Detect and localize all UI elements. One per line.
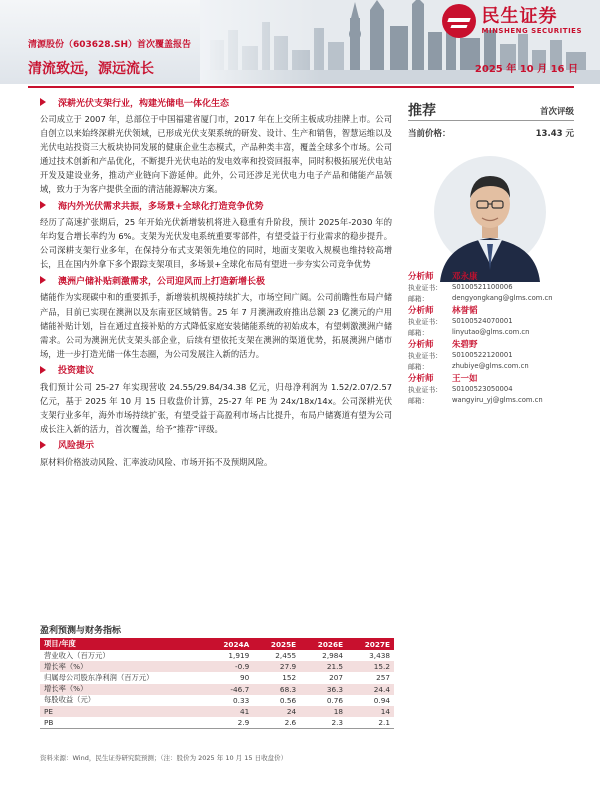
cert-number: S0100524070001	[452, 316, 513, 325]
report-header	[0, 0, 600, 84]
table-cell: 68.3	[253, 684, 300, 695]
table-cell: 15.2	[347, 661, 394, 672]
analyst-name-row	[408, 270, 574, 281]
analyst-role: 分析师	[408, 305, 434, 316]
analyst-role: 分析师	[408, 373, 434, 384]
section-heading	[40, 363, 392, 377]
table-header-row	[40, 638, 394, 650]
rating-label: 推荐	[408, 103, 436, 119]
arrow-bullet-icon	[40, 276, 46, 284]
table-cell: PB	[40, 717, 205, 729]
cert-label: 执业证书：	[408, 385, 442, 394]
rating-panel	[408, 96, 574, 145]
section-heading	[40, 438, 392, 452]
minsheng-logo	[442, 4, 583, 38]
table-cell: 增长率（%）	[40, 661, 205, 672]
price-label: 当前价格：	[408, 129, 451, 139]
table-cell: 2.6	[253, 717, 300, 729]
table-cell: 90	[239, 673, 250, 683]
section-heading-text: 风险提示	[58, 441, 95, 452]
table-cell: 2,455	[275, 651, 297, 661]
table-cell: 0.56	[279, 695, 297, 705]
table-cell: 归属母公司股东净利润（百万元）	[44, 672, 154, 682]
column-header: 项目/年度	[40, 638, 205, 650]
table-cell: 14	[347, 706, 394, 717]
section-heading	[40, 198, 392, 212]
table-cell: 27.9	[253, 661, 300, 672]
cert-label: 执业证书：	[408, 351, 442, 360]
table-cell: 207	[329, 673, 344, 683]
cert-label: 执业证书：	[408, 283, 442, 292]
email-label: 邮箱：	[408, 294, 429, 303]
section-heading	[40, 95, 392, 109]
arrow-bullet-icon	[40, 201, 46, 209]
cert-number: S0100523050004	[452, 384, 513, 393]
email-label: 邮箱：	[408, 362, 429, 371]
table-cell: -0.9	[205, 661, 253, 672]
column-header: 2024A	[205, 638, 253, 650]
analyst-email-row	[408, 360, 574, 371]
logo-chinese-text: 民生证券	[481, 6, 558, 27]
table-cell: 营业收入（百万元）	[44, 650, 110, 660]
arrow-bullet-icon	[40, 366, 46, 374]
table-cell: 2.3	[300, 717, 347, 729]
main-content	[40, 95, 392, 471]
section-heading-text: 海内外光伏需求共振，多场景+全球化打造竞争优势	[58, 201, 264, 212]
table-cell: 增长率（%）	[40, 684, 205, 695]
table-row	[40, 717, 394, 729]
table-cell: 0.33	[233, 695, 250, 705]
section-body: 储能作为实现碳中和的重要抓手，新增装机规模持续扩大，市场空间广阔。公司前瞻性布局户储产品，目前已实现在澳洲以及东南亚区域销售。25 年 7 月澳洲政府推出总额 23 亿澳元的户用储能补贴计划，旨在通过直接补贴的方式降低家庭安装储能系统的初始成本，有望刺激澳洲户储需求。公司为澳洲光伏支架头部企业，后续有望依托支架在澳洲的渠道优势，拓展澳洲户储市场，进一步打造光储一体生态圈，为公司发展注入新的活力。	[40, 292, 392, 359]
section-body: 原材料价格波动风险、汇率波动风险、市场开拓不及预期风险。	[40, 456, 273, 467]
analyst-name: 林誉韬	[452, 305, 478, 316]
table-cell: PE	[40, 706, 205, 717]
financial-table-title: 盈利预测与财务指标	[40, 626, 122, 636]
analyst-email-row	[408, 326, 574, 337]
price-value: 13.43 元	[535, 129, 574, 139]
column-header: 2025E	[253, 638, 300, 650]
analyst-name: 王一如	[452, 373, 478, 384]
analyst-role: 分析师	[408, 339, 434, 350]
table-cell: 1,919	[228, 651, 250, 661]
section-heading	[40, 273, 392, 287]
financial-table	[40, 638, 394, 729]
table-cell: 每股收益（元）	[44, 695, 96, 705]
table-cell: 24.4	[347, 684, 394, 695]
analyst-cert-row	[408, 315, 574, 326]
rating-row	[408, 96, 574, 121]
arrow-bullet-icon	[40, 98, 46, 106]
cert-label: 执业证书：	[408, 317, 442, 326]
table-row	[40, 650, 394, 661]
analyst-name: 邓永康	[452, 271, 478, 282]
email-label: 邮箱：	[408, 396, 429, 405]
arrow-bullet-icon	[40, 441, 46, 449]
table-cell: 2.1	[347, 717, 394, 729]
analyst-email[interactable]: wangyiru_yj@glms.com.cn	[452, 395, 543, 404]
rating-note: 首次评级	[539, 107, 574, 117]
analyst-email[interactable]: dengyongkang@glms.com.cn	[452, 293, 553, 302]
section-body: 经历了高速扩张期后，25 年开始光伏新增装机将进入稳重有升阶段，预计 2025年-2030 年的年均复合增长率约为 6%。支架为光伏发电系统重要零部件，有望受益于行业需求的稳步提升。公司深耕支架行业多年，在保持分布式支架领先地位的同时，地面支架收入规模也维持较高增长，且在国内外拿下多个跟踪支架项目，多场景+全球化布局有望进一步夯实公司竞争优势	[40, 217, 392, 270]
analyst-name-row	[408, 304, 574, 315]
analyst-name-row	[408, 372, 574, 383]
analyst-list	[408, 270, 574, 405]
section-body: 公司成立于 2007 年，总部位于中国福建省厦门市，2017 年在上交所主板成功挂牌上市。公司自创立以来始终深耕光伏领域，已形成光伏支架系统的研发、设计、生产和销售，智慧运维以及光伏电站投资三大板块协同发展的健康企业生态模式，产品种类丰富，覆盖全球多个市场。公司通过技术创新和产品优化，不断提升光伏电站的发电效率和投资回报率，同时积极拓展光伏电站开发及建设业务，推动产业链向下游延伸。此外，公司还涉足光伏电力电子产品和储能产品领域，致力于为客户提供全面的清洁能源解决方案。	[40, 114, 392, 195]
header-divider	[28, 86, 574, 88]
cert-number: S0100521100006	[452, 282, 513, 291]
analyst-cert-row	[408, 281, 574, 292]
column-header: 2027E	[347, 638, 394, 650]
analyst-email-row	[408, 292, 574, 303]
table-cell: 41	[205, 706, 253, 717]
table-cell: 36.3	[300, 684, 347, 695]
email-label: 邮箱：	[408, 328, 429, 337]
table-cell: 257	[376, 673, 390, 683]
table-source-note: 资料来源：Wind，民生证券研究院预测；（注：股价为 2025 年 10 月 15 日收盘价）	[40, 754, 288, 762]
table-cell: 24	[253, 706, 300, 717]
section-body: 我们预计公司 25-27 年实现营收 24.55/29.84/34.38 亿元，归母净利润为 1.52/2.07/2.57 亿元，基于 2025 年 10 月 15 日收盘价计算，25-27 年 PE 为 24x/18x/14x。公司深耕光伏支架行业多年，海外市场持续扩张，有望受益于高盈利市场占比提升，布局户储赛道有望为公司成长注入新的活力，首次覆盖，给予“推荐”评级。	[40, 381, 392, 434]
analyst-cert-row	[408, 383, 574, 394]
table-row	[40, 695, 394, 706]
table-cell: 152	[282, 673, 297, 683]
table-row	[40, 672, 394, 683]
cert-number: S0100522120001	[452, 350, 513, 359]
logo-english-text: MINSHENG SECURITIES	[481, 27, 582, 35]
analyst-cert-row	[408, 349, 574, 360]
minsheng-logo-icon	[442, 4, 476, 38]
table-cell: 2.9	[205, 717, 253, 729]
table-row	[40, 661, 394, 672]
section-heading-text: 澳洲户储补贴刺激需求，公司迎风而上打造新增长极	[58, 276, 266, 287]
company-line: 清源股份（603628.SH）首次覆盖报告	[28, 40, 192, 50]
table-row	[40, 706, 394, 717]
report-title: 清流致远，源远流长	[28, 61, 154, 77]
table-row	[40, 684, 394, 695]
analyst-email[interactable]: zhubiye@glms.com.cn	[452, 361, 529, 370]
analyst-name: 朱碧野	[452, 339, 478, 350]
table-cell: 0.94	[373, 695, 390, 705]
table-cell: 0.76	[326, 695, 344, 705]
table-cell: 3,438	[369, 651, 390, 661]
analyst-email[interactable]: linyutao@glms.com.cn	[452, 327, 530, 336]
analyst-name-row	[408, 338, 574, 349]
analyst-role: 分析师	[408, 271, 434, 282]
section-heading-text: 投资建议	[58, 366, 95, 377]
table-cell: 2,984	[322, 651, 344, 661]
analyst-photo	[430, 152, 550, 282]
table-cell: 21.5	[300, 661, 347, 672]
section-heading-text: 深耕光伏支架行业，构建光储电一体化生态	[58, 98, 230, 109]
column-header: 2026E	[300, 638, 347, 650]
analyst-email-row	[408, 394, 574, 405]
table-cell: -46.7	[205, 684, 253, 695]
table-cell: 18	[300, 706, 347, 717]
report-date: 2025 年 10 月 16 日	[474, 64, 578, 75]
price-row	[408, 121, 574, 145]
